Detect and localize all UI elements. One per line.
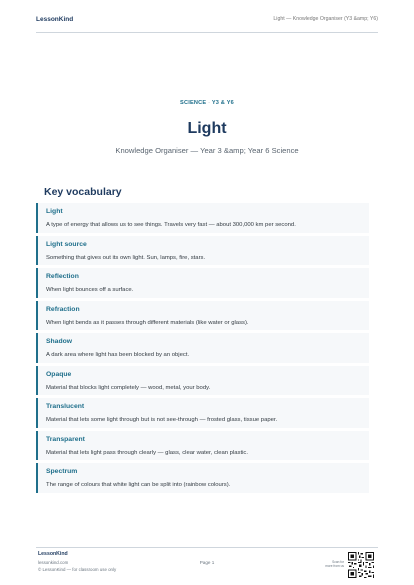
vocab-term: Opaque: [46, 370, 72, 378]
vocab-term: Shadow: [46, 338, 73, 345]
vocab-term: Light source: [46, 240, 87, 248]
brand-logo-text[interactable]: LessonKind: [36, 16, 74, 23]
vocab-term: Reflection: [46, 273, 79, 280]
vocab-definition: Material that blocks light completely — wood, metal, your body.: [46, 384, 211, 391]
page-subtitle: Knowledge Organiser — Year 3 &amp; Year 6 Science: [115, 146, 299, 155]
footer-divider: [36, 547, 378, 548]
vocab-term: Spectrum: [46, 468, 78, 475]
key-vocabulary-heading: Key vocabulary: [44, 186, 122, 198]
vocab-card-translucent: [36, 398, 369, 428]
header-divider: [36, 32, 378, 33]
year-groups-label: Y3 & Y6: [211, 100, 234, 106]
subject-eyebrow: [0, 100, 414, 106]
footer-copyright: © LessonKind — for classroom use only: [38, 567, 117, 572]
vocab-card-light-source: [36, 236, 369, 266]
vocab-card-refraction: [36, 301, 369, 331]
vocab-definition: Material that lets light pass through clearly — glass, clear water, clean plastic.: [46, 449, 249, 456]
qr-scan-note-line: more from us: [325, 564, 344, 568]
qr-code-icon[interactable]: [348, 552, 374, 578]
subject-label: SCIENCE: [180, 100, 207, 106]
vocab-card-opaque: [36, 366, 369, 396]
vocab-card-transparent: [36, 431, 369, 461]
qr-scan-note-line: Scan for: [332, 560, 344, 564]
footer-website-link[interactable]: lessonkind.com: [38, 560, 69, 565]
vocab-term: Transparent: [46, 435, 85, 443]
vocab-definition: The range of colours that white light can be split into (rainbow colours).: [46, 482, 231, 488]
vocab-definition: Something that gives out its own light. Sun, lamps, fire, stars.: [46, 254, 206, 261]
vocabulary-list: [36, 203, 369, 496]
vocab-definition: When light bends as it passes through different materials (like water or glass).: [46, 319, 249, 326]
vocab-card-shadow: [36, 333, 369, 363]
vocab-term: Refraction: [46, 305, 80, 313]
vocab-definition: A dark area where light has been blocked by an object.: [46, 352, 190, 358]
page-number: Page 1: [199, 560, 215, 565]
vocab-definition: Material that lets some light through but is not see-through — frosted glass, tissue paper.: [46, 417, 278, 423]
vocab-card-spectrum: [36, 463, 369, 493]
vocab-definition: A type of energy that allows us to see things. Travels very fast — about 300,000 km per second.: [46, 222, 296, 228]
running-header-title: Light — Knowledge Organiser (Y3 &amp; Y6): [273, 16, 378, 22]
eyebrow-separator: ·: [208, 100, 211, 106]
vocab-card-light: [36, 203, 369, 233]
vocab-card-reflection: [36, 268, 369, 298]
page-title: Light: [187, 120, 227, 137]
vocab-definition: When light bounces off a surface.: [46, 287, 134, 293]
vocab-term: Light: [46, 208, 63, 215]
footer-brand: LessonKind: [38, 551, 68, 557]
page-header: [36, 16, 378, 30]
qr-scan-note: [314, 560, 344, 568]
vocab-term: Translucent: [46, 403, 85, 410]
